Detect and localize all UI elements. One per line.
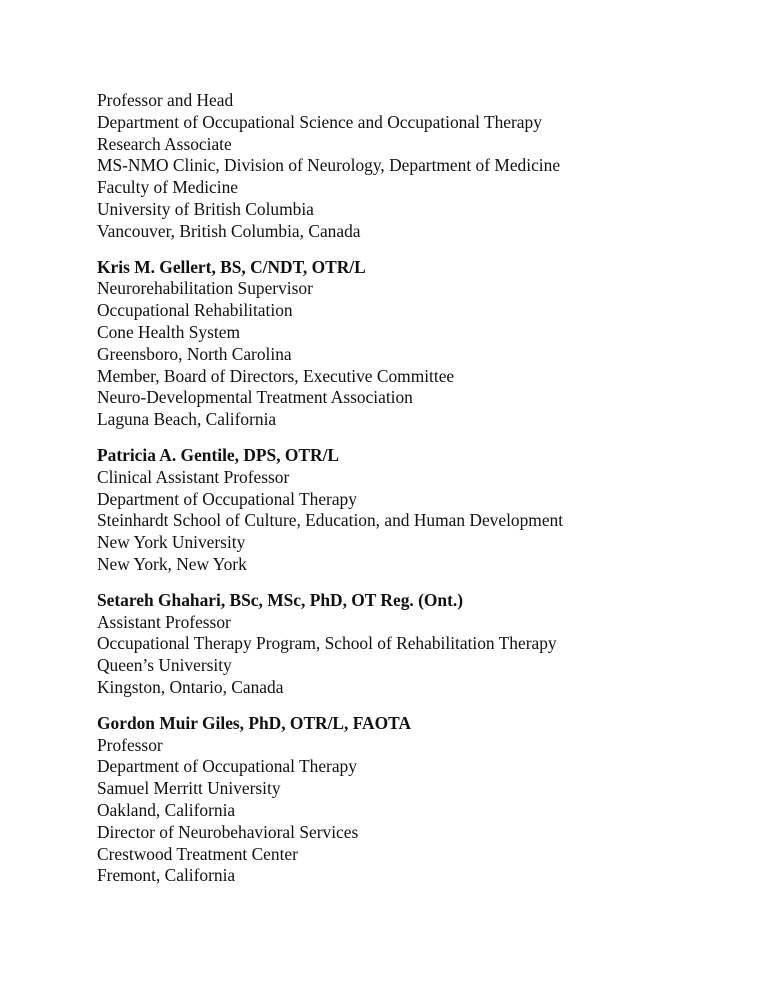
affiliation-line: New York, New York	[97, 553, 247, 574]
affiliation-line: Department of Occupational Therapy	[97, 756, 357, 777]
affiliation-line: Director of Neurobehavioral Services	[97, 821, 359, 842]
affiliation-line: MS-NMO Clinic, Division of Neurology, Department of Medicine	[97, 155, 561, 176]
affiliation-line: Member, Board of Directors, Executive Committee	[97, 365, 455, 386]
contributor-entry	[97, 445, 757, 576]
affiliation-line: Fremont, California	[97, 865, 236, 886]
affiliation-line: Steinhardt School of Culture, Education, and Human Development	[97, 510, 564, 531]
contributor-name: Kris M. Gellert, BS, C/NDT, OTR/L	[97, 256, 366, 277]
contributor-name: Gordon Muir Giles, PhD, OTR/L, FAOTA	[97, 712, 412, 733]
affiliation-line: Queen’s University	[97, 655, 232, 676]
contributor-name: Patricia A. Gentile, DPS, OTR/L	[97, 444, 339, 465]
affiliation-line: Kingston, Ontario, Canada	[97, 676, 284, 697]
contributor-entry	[97, 590, 757, 699]
affiliation-line: Department of Occupational Science and Occupational Therapy	[97, 111, 542, 132]
affiliation-line: Samuel Merritt University	[97, 778, 281, 799]
affiliation-line: New York University	[97, 532, 246, 553]
affiliation-line: Crestwood Treatment Center	[97, 843, 298, 864]
affiliation-line: Oakland, California	[97, 799, 236, 820]
affiliation-line: Occupational Therapy Program, School of Rehabilitation Therapy	[97, 633, 557, 654]
affiliation-line: Neuro-Developmental Treatment Association	[97, 387, 413, 408]
affiliation-line: Greensboro, North Carolina	[97, 343, 292, 364]
contributor-entry	[97, 90, 757, 243]
affiliation-line: Assistant Professor	[97, 611, 231, 632]
affiliation-line: Research Associate	[97, 133, 232, 154]
affiliation-line: Professor and Head	[97, 90, 234, 110]
affiliation-line: University of British Columbia	[97, 198, 314, 219]
affiliation-line: Clinical Assistant Professor	[97, 466, 290, 487]
affiliation-line: Occupational Rehabilitation	[97, 300, 293, 321]
affiliation-line: Laguna Beach, California	[97, 409, 277, 430]
contributor-entry	[97, 713, 757, 887]
affiliation-line: Department of Occupational Therapy	[97, 488, 357, 509]
affiliation-line: Vancouver, British Columbia, Canada	[97, 220, 361, 241]
contributor-list	[97, 90, 757, 887]
affiliation-line: Neurorehabilitation Supervisor	[97, 278, 313, 299]
affiliation-line: Cone Health System	[97, 321, 240, 342]
affiliation-line: Professor	[97, 734, 163, 755]
contributor-name: Setareh Ghahari, BSc, MSc, PhD, OT Reg. (Ont.)	[97, 589, 464, 610]
affiliation-line: Faculty of Medicine	[97, 177, 239, 198]
contributor-entry	[97, 257, 757, 431]
